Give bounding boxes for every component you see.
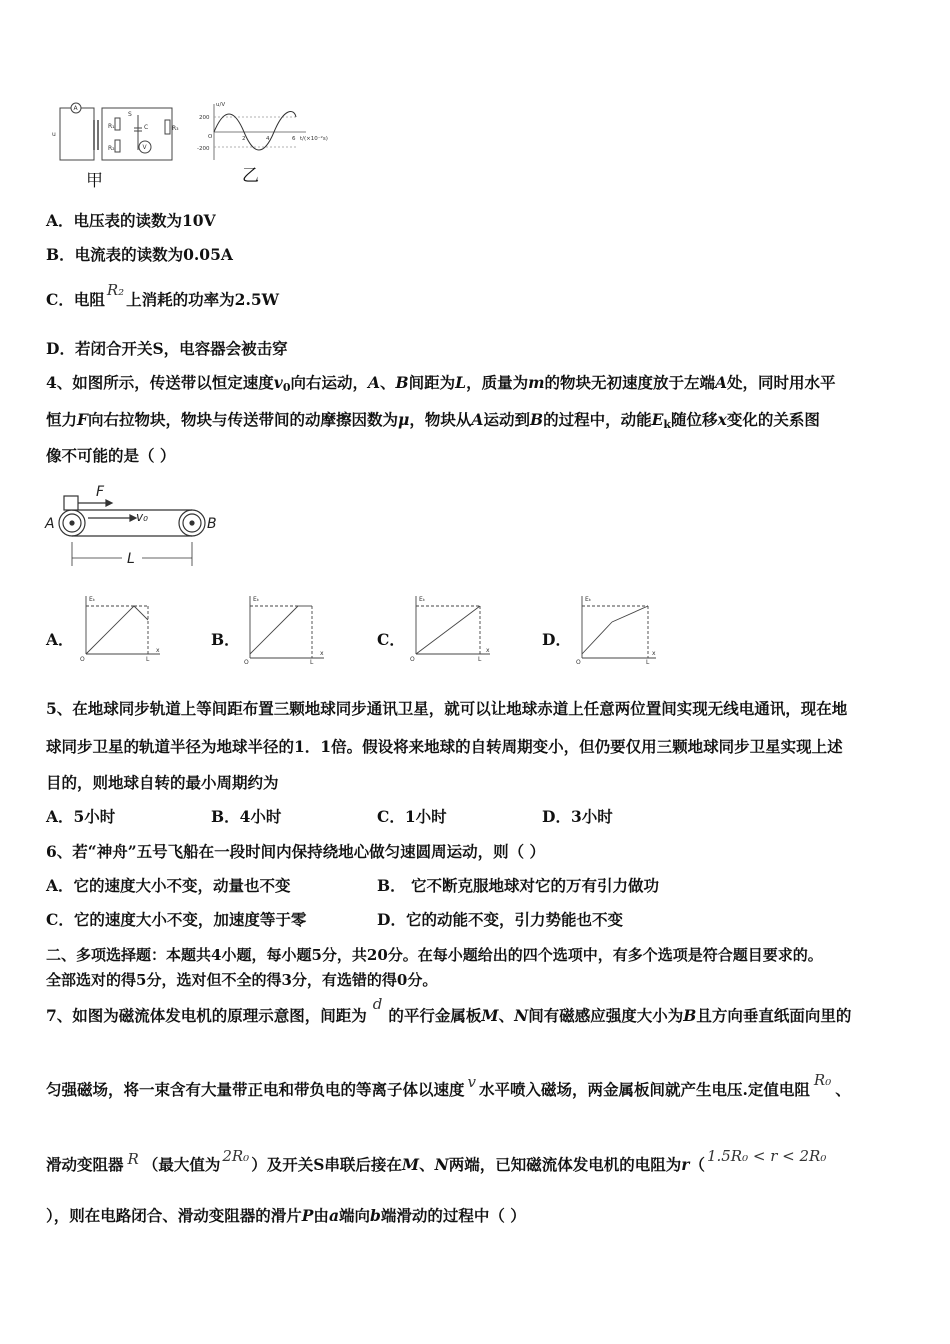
text: 随位移 [671,410,718,429]
text: 、 [380,373,396,392]
v0-symbol: v [273,373,283,392]
text: 运动到 [483,410,530,429]
q7-stem-line2 [46,1071,851,1100]
slider-p: P [301,1206,314,1225]
ek-axis-label: Eₖ [89,596,96,603]
figure-label-yi: 乙 [242,166,259,186]
r-internal: r [681,1155,690,1174]
ammeter-label: A [73,105,78,112]
q7-stem-line4 [46,1206,526,1226]
text: 变化的关系图 [726,410,820,429]
v-symbol: v [467,1073,476,1091]
l-tick-label: L [646,659,650,664]
text: ，质量为 [466,373,529,392]
q4-option-c-label: C． [377,630,405,649]
r3-label: R₃ [172,125,179,132]
cap-label: C [144,124,149,131]
ek-axis-label: Eₖ [419,596,426,603]
ek-axis-label: Eₖ [585,596,592,603]
y-axis-unit: u/V [216,102,226,108]
plate-n: N [434,1155,449,1174]
x-symbol: x [717,410,727,429]
voltmeter-label: V [142,144,147,151]
q5-option-b: B．4小时 [211,807,282,826]
text: （ [689,1155,705,1174]
text: 由 [313,1206,329,1225]
text: 向右运动， [290,373,368,392]
circuit-figure-jia [48,100,188,190]
q6-option-d: D．它的动能不变，引力势能也不变 [377,910,623,929]
origin-label: O [208,134,213,140]
origin-label: O [410,656,415,663]
text: 滑动变阻器 [46,1155,124,1174]
q3-option-c-suffix: 上消耗的功率为2.5W [126,290,280,309]
y-tick-neg: -200 [197,146,210,152]
q7-stem-line1 [46,995,852,1026]
mu-symbol: μ [398,410,410,429]
q5-option-c: C．1小时 [377,807,447,826]
text: 端向 [338,1206,370,1225]
point-a: A [715,373,728,392]
q4-graph-b [240,592,330,664]
mass-m: m [528,373,545,392]
r1-label: R₁ [108,123,115,130]
text: 两端，已知磁流体发电机的电阻为 [448,1155,682,1174]
plate-m: M [401,1155,420,1174]
d-symbol: d [372,995,383,1013]
ek-subscript: k [663,418,672,431]
l-tick-label: L [478,656,482,663]
text: 匀强磁场，将一束含有大量带正电和带负电的等离子体以速度 [46,1080,465,1099]
length-l: L [455,373,467,392]
q5-option-a: A．5小时 [46,807,116,826]
sine-graph-yi [196,100,346,190]
two-r0-symbol: 2R₀ [222,1147,250,1165]
velocity-label: v₀ [136,510,148,524]
plate-n: N [514,1006,529,1025]
text: 的物块无初速度放于左端 [544,373,715,392]
text: ），则在电路闭合、滑动变阻器的滑片 [46,1206,302,1225]
end-b-label: B [207,516,217,532]
q4-stem-line1 [46,373,836,398]
q4-stem-line2 [46,410,820,435]
x-axis-label: x [652,650,656,657]
text: 、 [419,1155,435,1174]
l-tick-label: L [146,656,150,663]
r2-label: R₂ [108,145,115,152]
q6-option-b: B． 它不断克服地球对它的万有引力做功 [377,876,659,895]
q3-option-c-prefix: C．电阻 [46,290,105,309]
q4-stem-line3: 像不可能的是（ ） [46,446,176,465]
text: 间距为 [408,373,456,392]
end-b: b [370,1206,381,1225]
plate-m: M [481,1006,499,1025]
v0-subscript: 0 [282,381,291,394]
text: 的平行金属板 [388,1006,482,1025]
text: 、 [835,1080,851,1099]
point-a: A [367,373,381,392]
end-a: a [328,1206,339,1225]
text: 、 [498,1006,515,1025]
q5-stem-line2: 球同步卫星的轨道半径为地球半径的1．1倍。假设将来地球的自转周期变小，但仍要仅用三颗地球同步卫星实现上述 [46,737,843,756]
q3-option-b: B．电流表的读数为0.05A [46,245,233,264]
q4-graph-c [406,592,496,664]
text: ，物块从 [409,410,472,429]
q3-option-a: A．电压表的读数为10V [46,211,216,230]
q7-stem-line3 [46,1147,827,1175]
r2-symbol: R₂ [106,281,125,299]
switch-label: S [128,111,132,118]
b-field: B [683,1006,697,1025]
origin-label: O [80,656,85,663]
figure-label-jia: 甲 [86,171,103,190]
text: 7、如图为磁流体发电机的原理示意图，间距为 [46,1006,367,1025]
q3-option-d: D．若闭合开关S，电容器会被击穿 [46,339,288,358]
point-a: A [471,410,484,429]
origin-label: O [244,659,249,664]
q4-option-a-label: A． [46,630,74,649]
force-label: F [96,484,105,500]
force-f: F [77,410,89,429]
q5-option-d: D．3小时 [542,807,613,826]
end-a-label: A [45,516,55,532]
text: ）及开关S串联后接在 [251,1155,402,1174]
x-tick: 4 [266,136,270,142]
q6-option-c: C．它的速度大小不变，加速度等于零 [46,910,307,929]
text: （最大值为 [142,1155,221,1174]
text: 端滑动的过程中（ ） [380,1206,526,1225]
r-symbol: R [127,1150,139,1168]
section2-heading-line1: 二、多项选择题：本题共4小题，每小题5分，共20分。在每小题给出的四个选项中，有多个选项是符合题目要求的。 [46,946,823,964]
text: 恒力 [46,410,78,429]
y-tick-pos: 200 [199,115,210,121]
point-b: B [395,373,409,392]
point-b: B [529,410,544,429]
q4-graph-a [76,592,166,664]
q4-option-b-label: B． [211,630,240,649]
text: 的过程中，动能 [543,410,652,429]
q3-option-c [46,281,280,310]
u-label: u [52,131,56,138]
q4-graph-d [572,592,662,664]
ek-symbol: E [651,410,664,429]
r0-symbol: R₀ [813,1071,832,1089]
text: 向右拉物块，物块与传送带间的动摩擦因数为 [88,410,399,429]
x-axis-label: x [320,650,324,657]
text: 4、如图所示，传送带以恒定速度 [46,373,274,392]
q6-option-a: A．它的速度大小不变，动量也不变 [46,876,291,895]
l-tick-label: L [310,659,314,664]
x-tick: 6 [292,136,296,142]
q6-stem: 6、若“神舟”五号飞船在一段时间内保持绕地心做匀速圆周运动，则（ ） [46,842,546,861]
q5-stem-line3: 目的，则地球自转的最小周期约为 [46,773,279,792]
length-label: L [127,551,135,567]
conveyor-belt-figure [44,482,234,570]
text: 水平喷入磁场，两金属板间就产生电压.定值电阻 [479,1080,810,1099]
x-tick: 2 [242,136,246,142]
q5-stem-line1: 5、在地球同步轨道上等间距布置三颗地球同步通讯卫星，就可以让地球赤道上任意两位置间实现无线电通讯，现在地 [46,699,848,718]
text: 处，同时用水平 [727,373,836,392]
x-axis-label: x [156,647,160,654]
q4-option-d-label: D． [542,630,571,649]
x-axis-unit: t/(×10⁻²s) [300,136,328,142]
x-axis-label: x [486,647,490,654]
text: 间有磁感应强度大小为 [528,1006,684,1025]
origin-label: O [576,659,581,664]
section2-heading-line2: 全部选对的得5分，选对但不全的得3分，有选错的得0分。 [46,971,438,989]
text: 且方向垂直纸面向里的 [696,1006,852,1025]
ek-axis-label: Eₖ [253,596,260,603]
resistance-inequality: 1.5R₀ < r < 2R₀ [706,1147,827,1165]
